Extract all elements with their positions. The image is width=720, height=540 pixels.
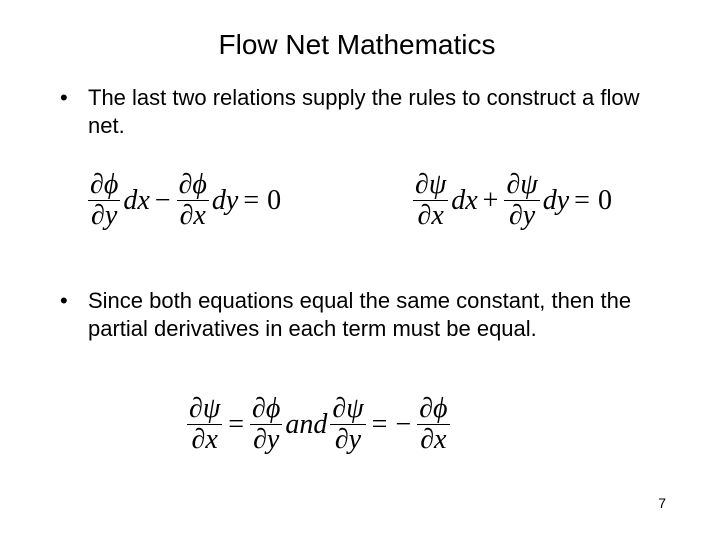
fraction-numerator: ∂ψ [415, 169, 447, 200]
equation-phi-differential [86, 170, 285, 231]
fraction [250, 394, 282, 455]
slide-title: Flow Net Mathematics [218, 29, 496, 60]
fraction-denominator: ∂y [253, 424, 280, 455]
fraction-numerator: ∂ϕ [178, 169, 207, 200]
bullet-text: The last two relations supply the rules to construct a flow net. [88, 85, 640, 138]
fraction-denominator: ∂y [508, 200, 536, 231]
equation-word: and [285, 408, 328, 440]
bullet-item [60, 287, 660, 343]
page-number: 7 [658, 495, 666, 511]
fraction-numerator: ∂ψ [506, 169, 538, 200]
bullet-text: Since both equations equal the same constant, then the partial derivatives in each term must be equal. [88, 288, 632, 341]
fraction-denominator: ∂x [179, 200, 206, 231]
equals-sign: = [243, 184, 260, 216]
equals-sign: = [371, 408, 388, 440]
fraction-denominator: ∂x [420, 424, 447, 455]
bullet-item [60, 84, 660, 140]
equation-term: dy [542, 184, 570, 216]
fraction-denominator: ∂x [191, 424, 218, 455]
fraction-numerator: ∂ψ [332, 393, 364, 424]
fraction [187, 394, 222, 455]
fraction [504, 170, 539, 231]
fraction-denominator: ∂y [334, 424, 362, 455]
operator: − [395, 408, 412, 440]
equation-cauchy-riemann [185, 394, 452, 455]
fraction-denominator: ∂x [417, 200, 444, 231]
fraction-numerator: ∂ϕ [252, 393, 281, 424]
fraction-numerator: ∂ψ [189, 393, 221, 424]
fraction [417, 394, 449, 455]
equation-term: dy [211, 184, 239, 216]
fraction [330, 394, 365, 455]
fraction [88, 170, 120, 231]
operator: + [482, 184, 499, 216]
fraction-denominator: ∂y [91, 200, 118, 231]
equals-sign: = [574, 184, 590, 216]
bullet-marker: • [60, 85, 68, 110]
equation-rhs: 0 [267, 184, 282, 216]
fraction [413, 170, 448, 231]
equation-rhs: 0 [597, 184, 612, 216]
fraction [177, 170, 209, 231]
fraction-numerator: ∂ϕ [419, 393, 448, 424]
operator: − [154, 184, 171, 216]
equation-term: dx [123, 184, 150, 216]
bullet-marker: • [60, 288, 68, 313]
equals-sign: = [228, 408, 245, 440]
equation-psi-differential [411, 170, 616, 231]
equation-term: dx [451, 184, 478, 216]
fraction-numerator: ∂ϕ [90, 169, 119, 200]
